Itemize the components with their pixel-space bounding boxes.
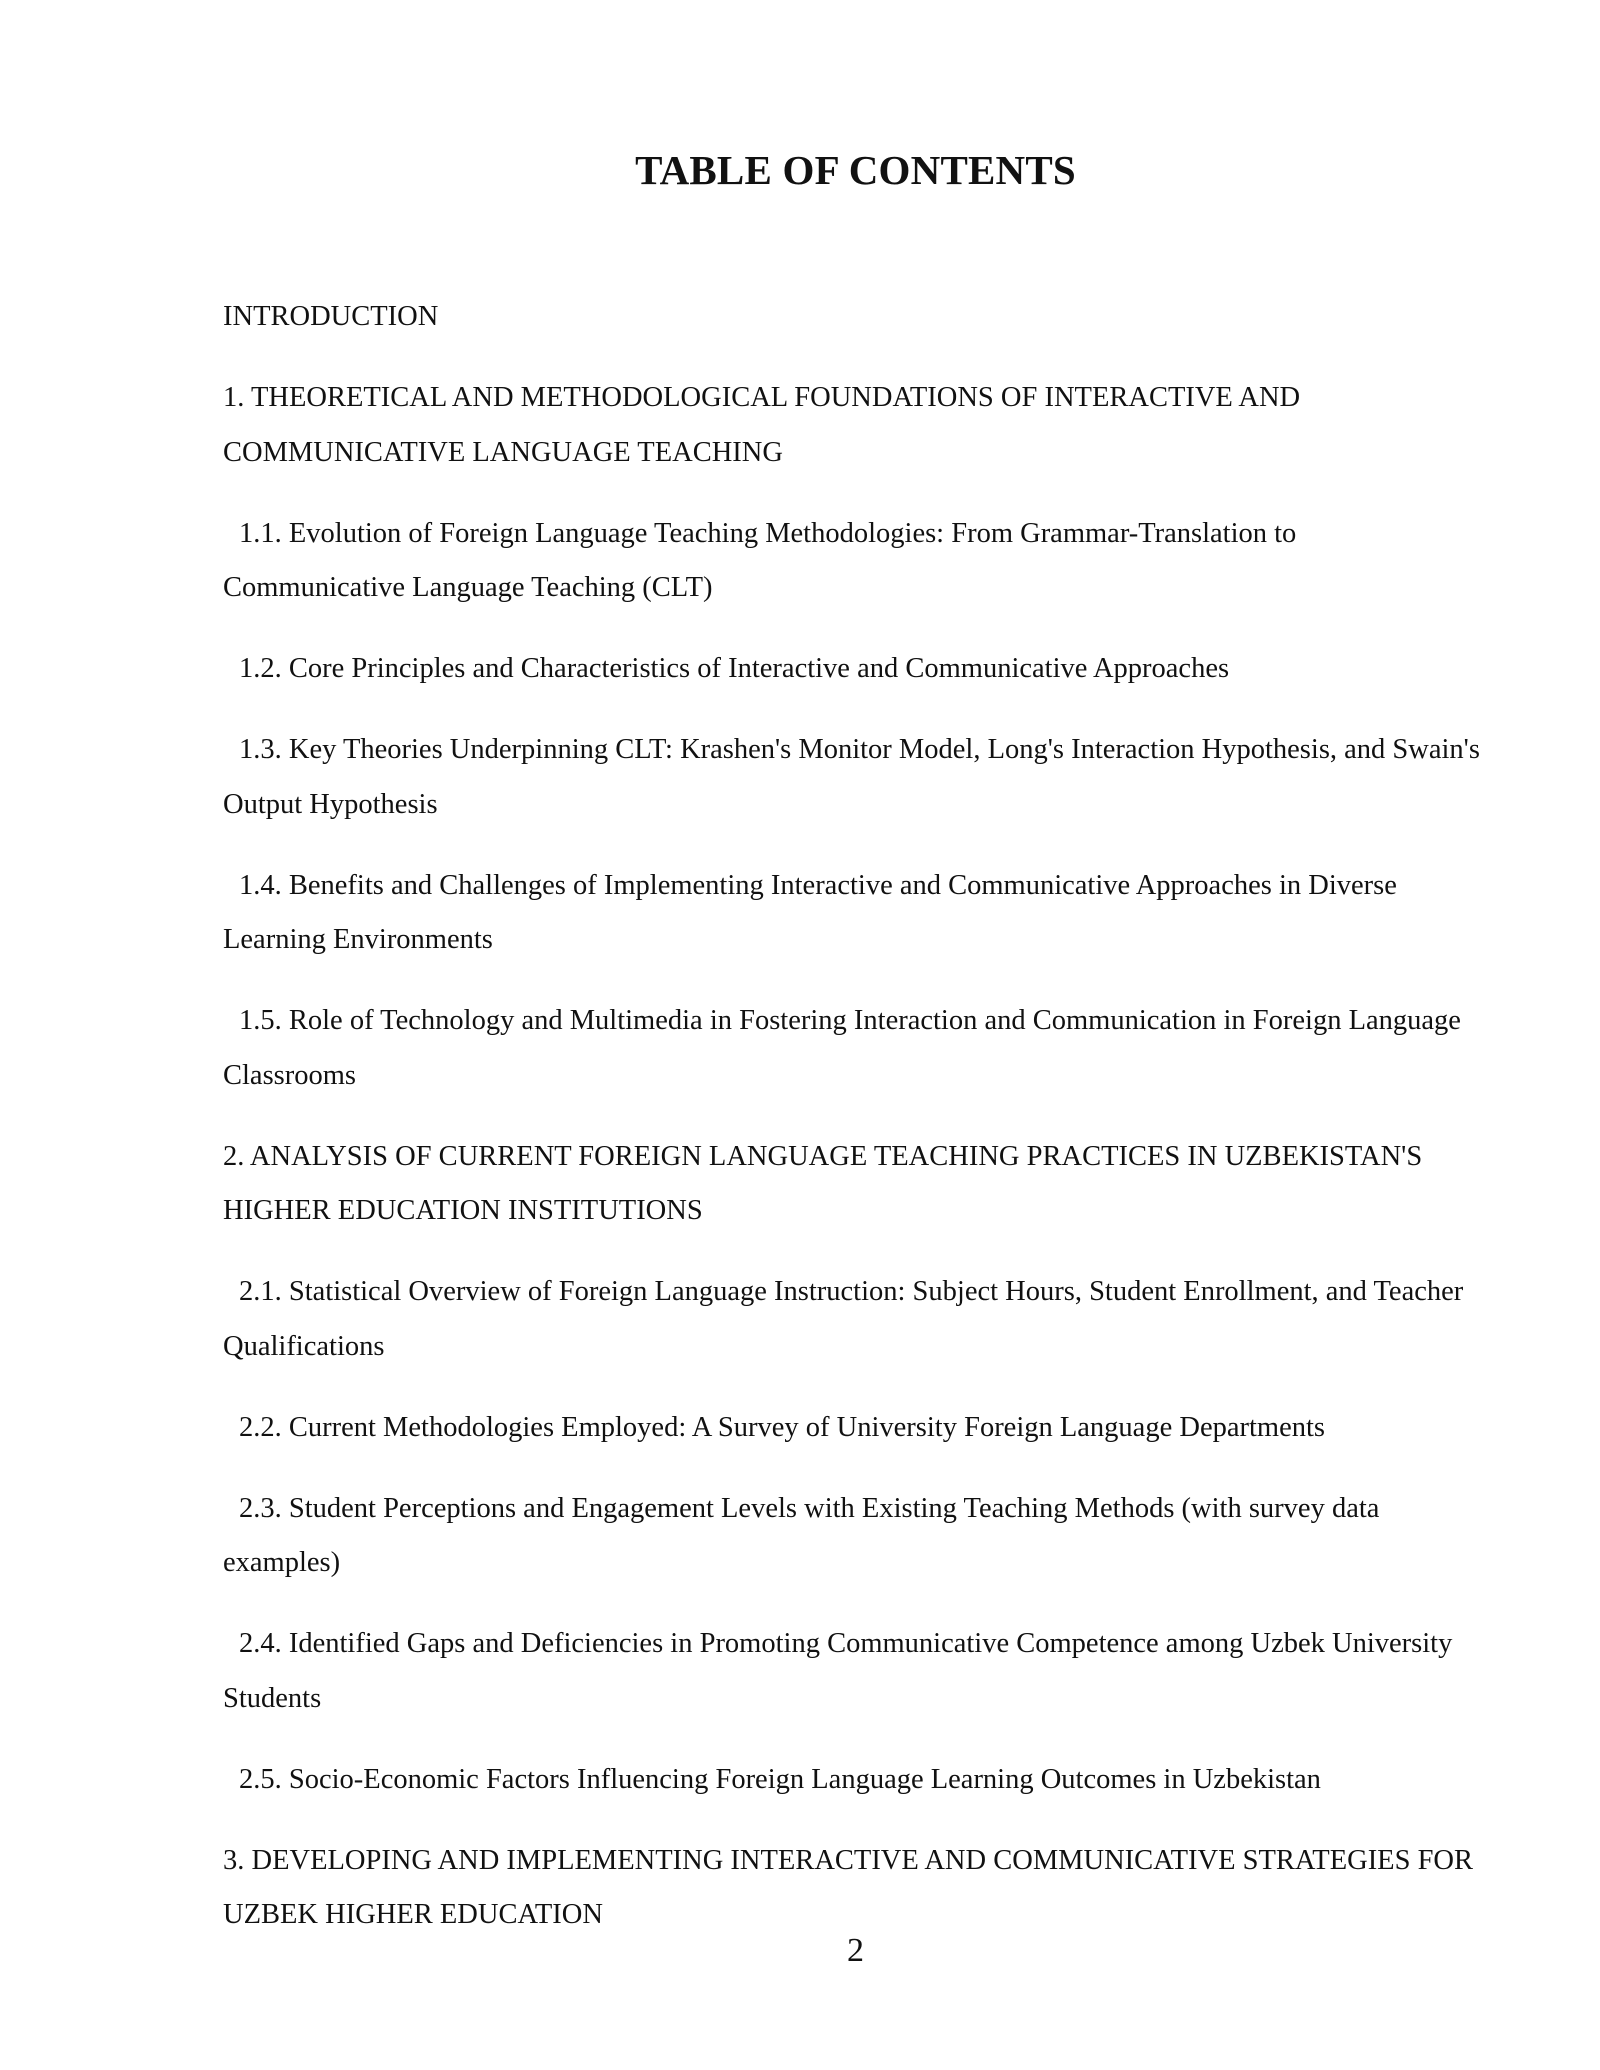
toc-entry-chapter-2: 2. ANALYSIS OF CURRENT FOREIGN LANGUAGE TEACHING PRACTICES IN UZBEKISTAN'S HIGHER EDUCATION INSTITUTIONS: [223, 1140, 1423, 1226]
toc-entry-1-2: 1.2. Core Principles and Characteristics of Interactive and Communicative Approaches: [239, 653, 1230, 684]
table-of-contents: [223, 290, 1483, 1969]
toc-entry-2-2: 2.2. Current Methodologies Employed: A Survey of University Foreign Language Departments: [239, 1411, 1325, 1443]
toc-entry-1-5: 1.5. Role of Technology and Multimedia in Fostering Interaction and Communication in Foreign Language Classrooms: [223, 1005, 1461, 1091]
toc-entry-2-5: 2.5. Socio-Economic Factors Influencing Foreign Language Learning Outcomes in Uzbekistan: [239, 1763, 1321, 1795]
toc-entry-2-1: 2.1. Statistical Overview of Foreign Language Instruction: Subject Hours, Student Enrollment, and Teacher Qualifications: [223, 1276, 1464, 1362]
toc-entry-2-4: 2.4. Identified Gaps and Deficiencies in Promoting Communicative Competence among Uzbek University Students: [223, 1628, 1453, 1714]
toc-entry-chapter-1: 1. THEORETICAL AND METHODOLOGICAL FOUNDATIONS OF INTERACTIVE AND COMMUNICATIVE LANGUAGE TEACHING: [223, 382, 1301, 468]
toc-entry-1-4: 1.4. Benefits and Challenges of Implementing Interactive and Communicative Approaches in Diverse Learning Environments: [223, 869, 1397, 955]
toc-entry-1-1: 1.1. Evolution of Foreign Language Teaching Methodologies: From Grammar-Translation to Communicative Language Teaching (CLT): [223, 517, 1297, 603]
toc-entry-1-3: 1.3. Key Theories Underpinning CLT: Krashen's Monitor Model, Long's Interaction Hypothesis, and Swain's Output Hypothesis: [223, 734, 1480, 820]
toc-entry-chapter-3: 3. DEVELOPING AND IMPLEMENTING INTERACTIVE AND COMMUNICATIVE STRATEGIES FOR UZBEK HIGHER EDUCATION: [223, 1844, 1474, 1930]
toc-entry-introduction: INTRODUCTION: [223, 301, 439, 332]
page-number: 2: [847, 1932, 864, 1969]
page-title: TABLE OF CONTENTS: [635, 147, 1076, 193]
toc-entry-2-3: 2.3. Student Perceptions and Engagement Levels with Existing Teaching Methods (with survey data examples): [223, 1492, 1380, 1578]
